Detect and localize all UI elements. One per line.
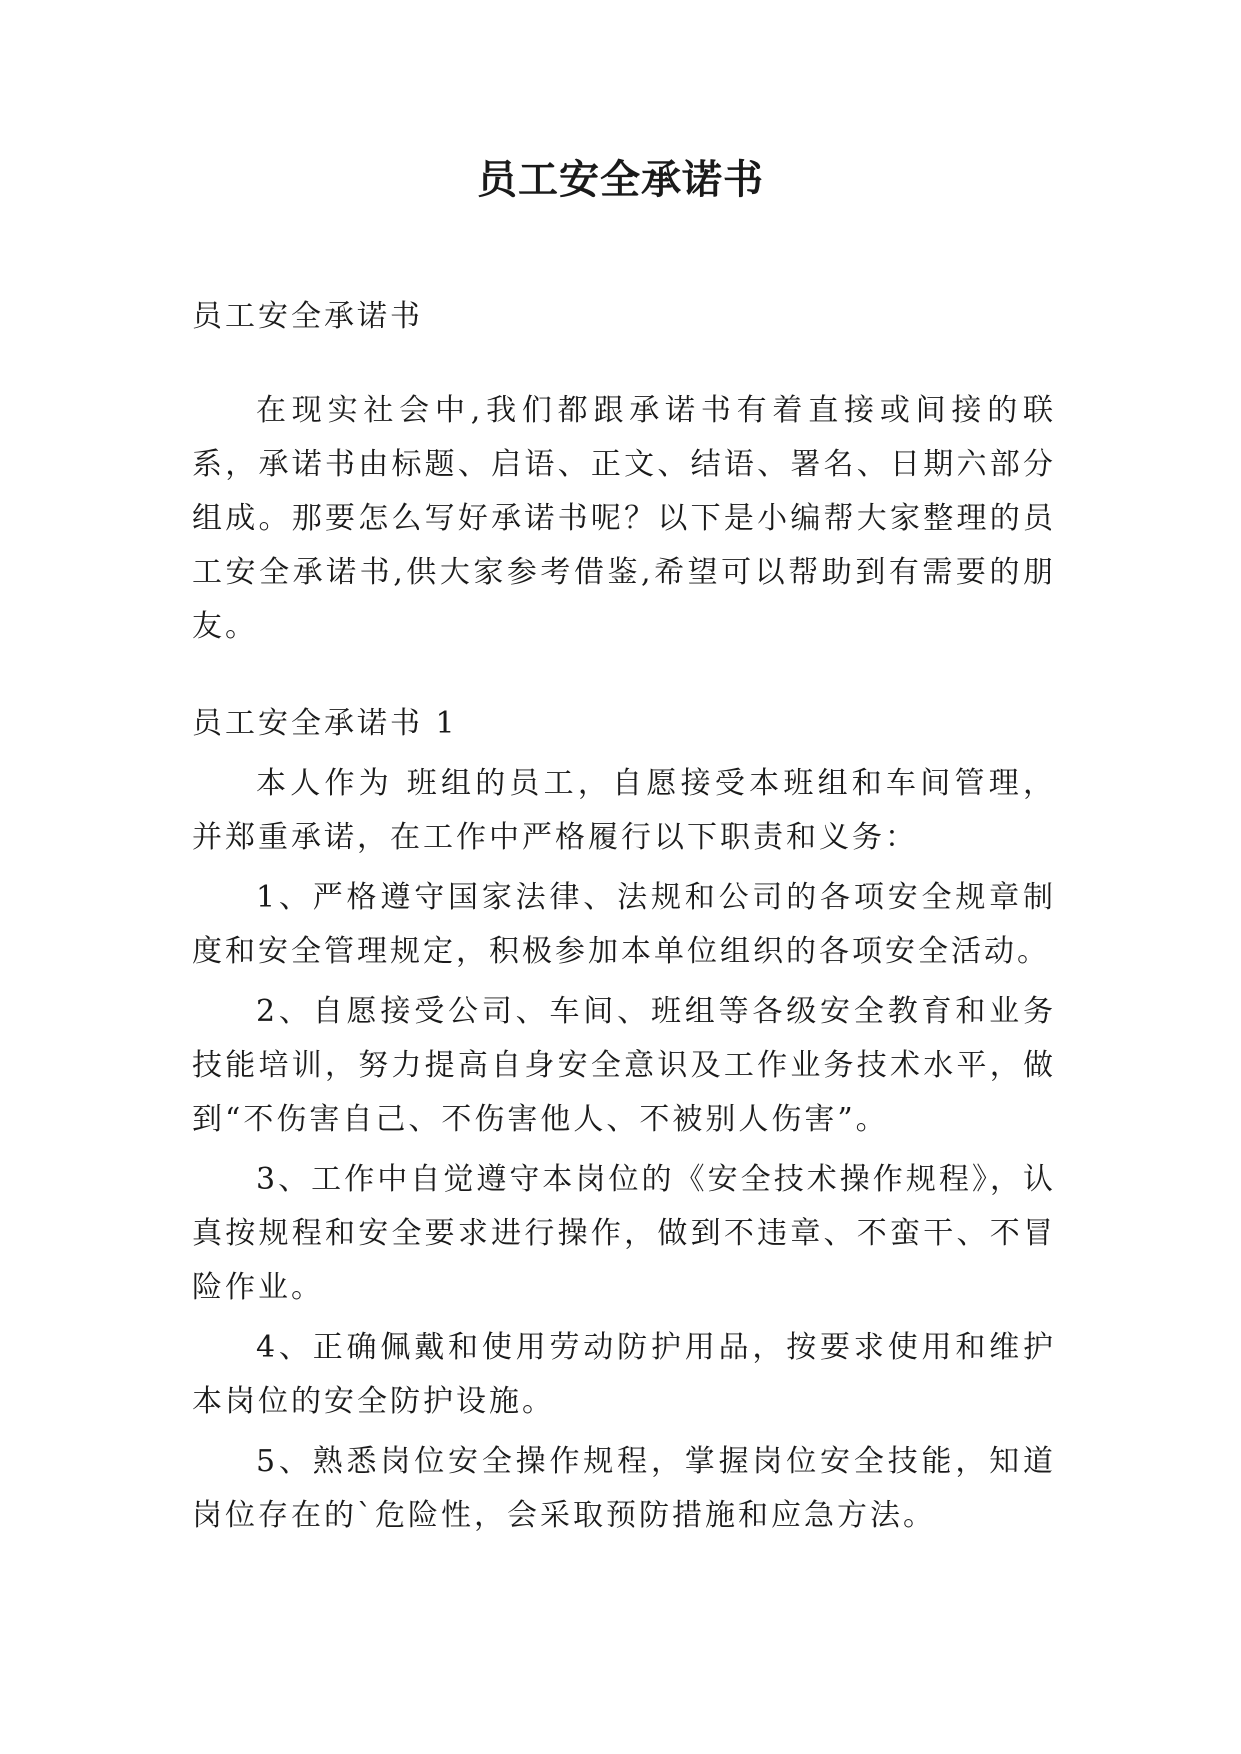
document-body <box>192 290 1056 1549</box>
commitment-paragraph: 本人作为 班组的员工，自愿接受本班组和车间管理，并郑重承诺，在工作中严格履行以下职责和义务： <box>192 766 1056 855</box>
commitment-item-3: 3、工作中自觉遵守本岗位的《安全技术操作规程》，认真按规程和安全要求进行操作，做到不违章、不蛮干、不冒险作业。 <box>192 1162 1056 1305</box>
commitment-item-1: 1、严格遵守国家法律、法规和公司的各项安全规章制度和安全管理规定，积极参加本单位组织的各项安全活动。 <box>192 880 1056 969</box>
commitment-item-5: 5、熟悉岗位安全操作规程，掌握岗位安全技能，知道岗位存在的`危险性，会采取预防措施和应急方法。 <box>192 1444 1056 1533</box>
section-heading: 员工安全承诺书 1 <box>192 706 458 741</box>
intro-paragraph: 在现实社会中,我们都跟承诺书有着直接或间接的联系，承诺书由标题、启语、正文、结语、署名、日期六部分组成。那要怎么写好承诺书呢？以下是小编帮大家整理的员工安全承诺书,供大家参考借鉴,希望可以帮助到有需要的朋友。 <box>192 393 1056 644</box>
commitment-item-4: 4、正确佩戴和使用劳动防护用品，按要求使用和维护本岗位的安全防护设施。 <box>192 1330 1056 1419</box>
document-title: 员工安全承诺书 <box>477 156 764 203</box>
commitment-item-2: 2、自愿接受公司、车间、班组等各级安全教育和业务技能培训，努力提高自身安全意识及工作业务技术水平，做到“不伤害自己、不伤害他人、不被别人伤害”。 <box>192 994 1056 1137</box>
document-subtitle: 员工安全承诺书 <box>192 299 423 334</box>
